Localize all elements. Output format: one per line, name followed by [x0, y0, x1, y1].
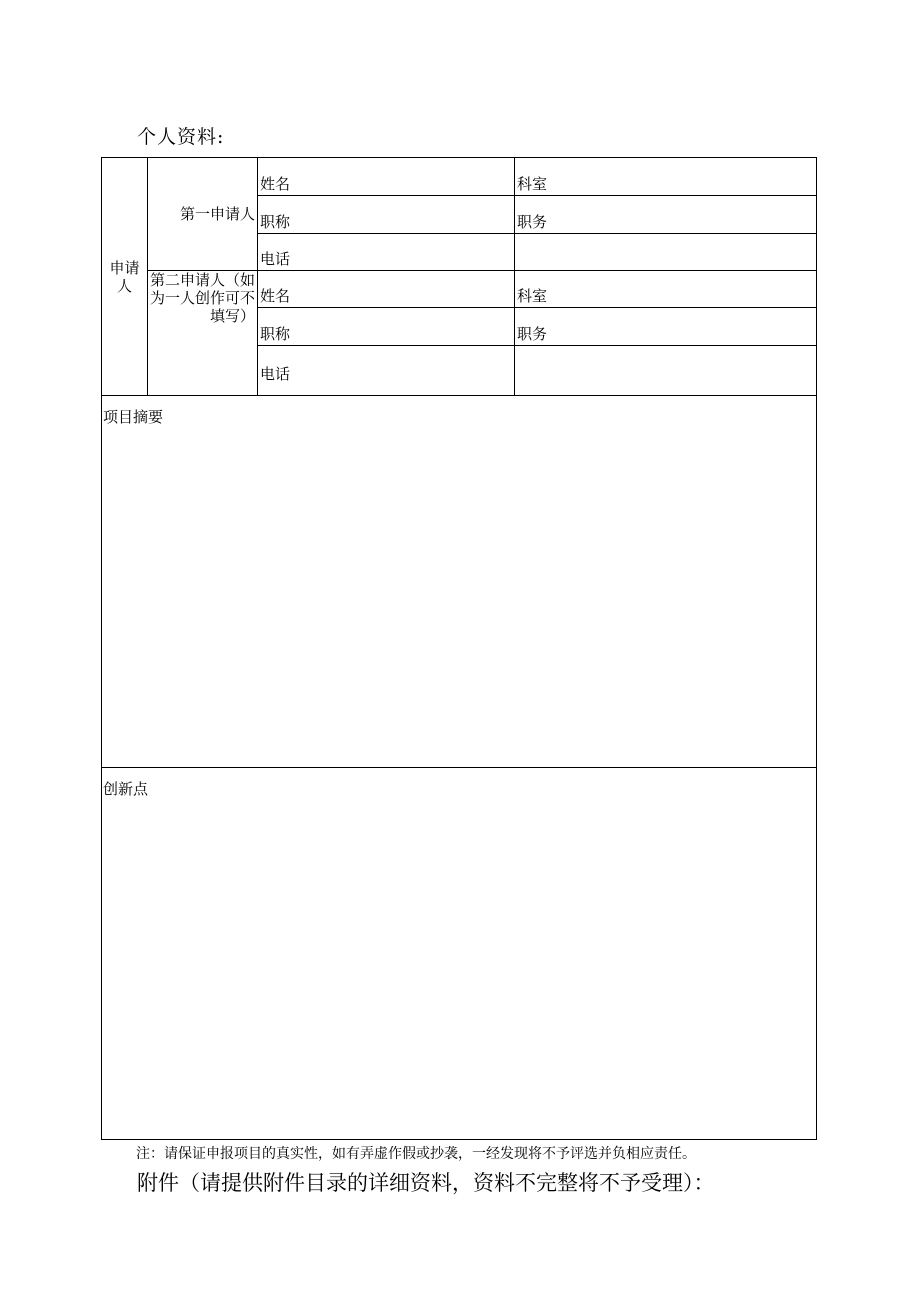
department-label: 科室: [517, 287, 548, 305]
application-form-table: [101, 157, 817, 1140]
section-title: 个人资料:: [137, 126, 225, 148]
first-phone-field[interactable]: [258, 234, 515, 271]
title-label: 职称: [260, 213, 291, 231]
table-row: [102, 396, 817, 768]
first-name-field[interactable]: [258, 158, 515, 196]
phone-label: 电话: [260, 365, 291, 383]
table-row: [102, 768, 817, 1140]
second-phone-field[interactable]: [258, 346, 515, 396]
first-phone-value-field[interactable]: [515, 234, 817, 271]
title-label: 职称: [260, 325, 291, 343]
phone-label: 电话: [260, 250, 291, 268]
second-applicant-label: 第二申请人（如为一人创作可不填写）: [148, 271, 258, 396]
table-row: [102, 271, 817, 308]
first-position-field[interactable]: [515, 196, 817, 234]
name-label: 姓名: [260, 175, 291, 193]
attachment-heading: 附件（请提供附件目录的详细资料，资料不完整将不予受理）：: [137, 1171, 715, 1195]
name-label: 姓名: [260, 287, 291, 305]
first-applicant-label: 第一申请人: [148, 158, 258, 271]
innovation-label: 创新点: [103, 780, 149, 798]
position-label: 职务: [517, 325, 548, 343]
second-name-field[interactable]: [258, 271, 515, 308]
project-summary-field[interactable]: [102, 396, 817, 768]
position-label: 职务: [517, 213, 548, 231]
innovation-field[interactable]: [102, 768, 817, 1140]
table-row: [102, 158, 817, 196]
first-department-field[interactable]: [515, 158, 817, 196]
project-summary-label: 项目摘要: [103, 408, 164, 426]
second-title-field[interactable]: [258, 308, 515, 346]
first-title-field[interactable]: [258, 196, 515, 234]
second-position-field[interactable]: [515, 308, 817, 346]
authenticity-note: 注：请保证申报项目的真实性，如有弄虚作假或抄袭，一经发现将不予评选并负相应责任。: [136, 1146, 696, 1162]
applicant-label: 申请人: [102, 158, 148, 396]
second-department-field[interactable]: [515, 271, 817, 308]
department-label: 科室: [517, 175, 548, 193]
second-phone-value-field[interactable]: [515, 346, 817, 396]
